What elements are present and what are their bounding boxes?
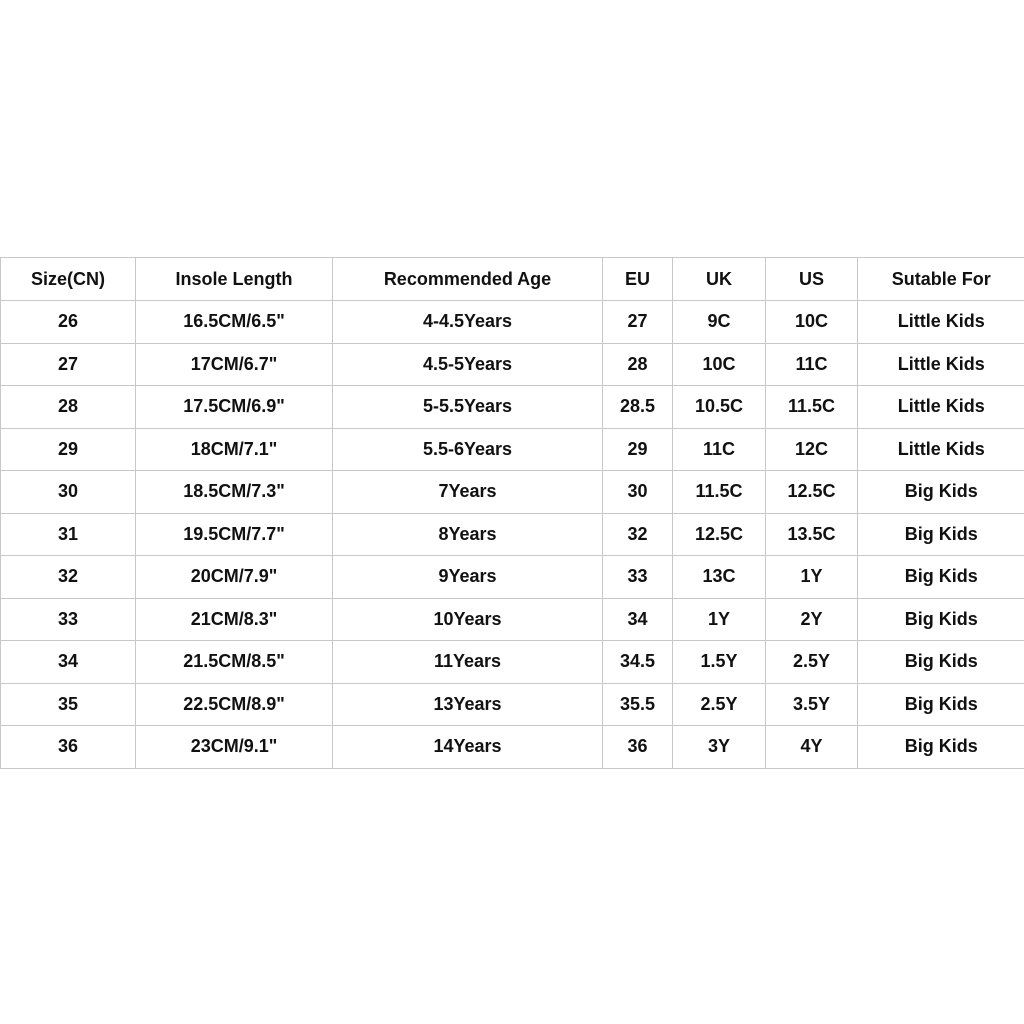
recommended-age-cell: 13Years [333,683,603,726]
insole-length-cell: 18CM/7.1" [136,428,333,471]
eu-cell: 28 [603,343,673,386]
header-suitable-for: Sutable For [858,258,1024,301]
uk-cell: 11C [673,428,766,471]
uk-cell: 12.5C [673,513,766,556]
table-row [1,343,1024,386]
size-cn-cell: 36 [1,726,136,769]
table-row [1,301,1024,344]
us-cell: 12C [766,428,858,471]
eu-cell: 33 [603,556,673,599]
suitable-for-cell: Big Kids [858,726,1024,769]
us-cell: 4Y [766,726,858,769]
header-uk: UK [673,258,766,301]
table-row [1,513,1024,556]
insole-length-cell: 19.5CM/7.7" [136,513,333,556]
table-row [1,598,1024,641]
uk-cell: 3Y [673,726,766,769]
suitable-for-cell: Big Kids [858,598,1024,641]
table-row [1,428,1024,471]
uk-cell: 13C [673,556,766,599]
header-eu: EU [603,258,673,301]
table-row [1,726,1024,769]
us-cell: 1Y [766,556,858,599]
size-chart-table [0,257,1024,769]
suitable-for-cell: Big Kids [858,471,1024,514]
size-cn-cell: 35 [1,683,136,726]
recommended-age-cell: 14Years [333,726,603,769]
us-cell: 11C [766,343,858,386]
size-cn-cell: 28 [1,386,136,429]
eu-cell: 30 [603,471,673,514]
suitable-for-cell: Big Kids [858,513,1024,556]
uk-cell: 9C [673,301,766,344]
table-header-row [1,258,1024,301]
size-cn-cell: 29 [1,428,136,471]
insole-length-cell: 16.5CM/6.5" [136,301,333,344]
recommended-age-cell: 11Years [333,641,603,684]
eu-cell: 34.5 [603,641,673,684]
insole-length-cell: 20CM/7.9" [136,556,333,599]
insole-length-cell: 23CM/9.1" [136,726,333,769]
header-insole-length: Insole Length [136,258,333,301]
table-row [1,641,1024,684]
eu-cell: 27 [603,301,673,344]
us-cell: 2Y [766,598,858,641]
recommended-age-cell: 7Years [333,471,603,514]
us-cell: 11.5C [766,386,858,429]
header-us: US [766,258,858,301]
suitable-for-cell: Big Kids [858,556,1024,599]
suitable-for-cell: Big Kids [858,641,1024,684]
uk-cell: 11.5C [673,471,766,514]
table-row [1,386,1024,429]
insole-length-cell: 18.5CM/7.3" [136,471,333,514]
size-cn-cell: 27 [1,343,136,386]
suitable-for-cell: Big Kids [858,683,1024,726]
insole-length-cell: 17.5CM/6.9" [136,386,333,429]
us-cell: 3.5Y [766,683,858,726]
insole-length-cell: 21.5CM/8.5" [136,641,333,684]
us-cell: 2.5Y [766,641,858,684]
table-row [1,556,1024,599]
us-cell: 13.5C [766,513,858,556]
recommended-age-cell: 4.5-5Years [333,343,603,386]
recommended-age-cell: 5-5.5Years [333,386,603,429]
eu-cell: 28.5 [603,386,673,429]
size-cn-cell: 33 [1,598,136,641]
eu-cell: 36 [603,726,673,769]
uk-cell: 1.5Y [673,641,766,684]
uk-cell: 10C [673,343,766,386]
table-row [1,471,1024,514]
size-cn-cell: 31 [1,513,136,556]
recommended-age-cell: 8Years [333,513,603,556]
suitable-for-cell: Little Kids [858,428,1024,471]
suitable-for-cell: Little Kids [858,301,1024,344]
size-cn-cell: 26 [1,301,136,344]
recommended-age-cell: 10Years [333,598,603,641]
recommended-age-cell: 5.5-6Years [333,428,603,471]
header-size-cn: Size(CN) [1,258,136,301]
size-cn-cell: 30 [1,471,136,514]
eu-cell: 34 [603,598,673,641]
eu-cell: 35.5 [603,683,673,726]
recommended-age-cell: 4-4.5Years [333,301,603,344]
size-cn-cell: 34 [1,641,136,684]
header-recommended-age: Recommended Age [333,258,603,301]
us-cell: 12.5C [766,471,858,514]
insole-length-cell: 22.5CM/8.9" [136,683,333,726]
table-body [1,301,1024,769]
table-row [1,683,1024,726]
uk-cell: 2.5Y [673,683,766,726]
size-cn-cell: 32 [1,556,136,599]
uk-cell: 1Y [673,598,766,641]
suitable-for-cell: Little Kids [858,386,1024,429]
uk-cell: 10.5C [673,386,766,429]
insole-length-cell: 17CM/6.7" [136,343,333,386]
eu-cell: 32 [603,513,673,556]
recommended-age-cell: 9Years [333,556,603,599]
eu-cell: 29 [603,428,673,471]
us-cell: 10C [766,301,858,344]
suitable-for-cell: Little Kids [858,343,1024,386]
insole-length-cell: 21CM/8.3" [136,598,333,641]
